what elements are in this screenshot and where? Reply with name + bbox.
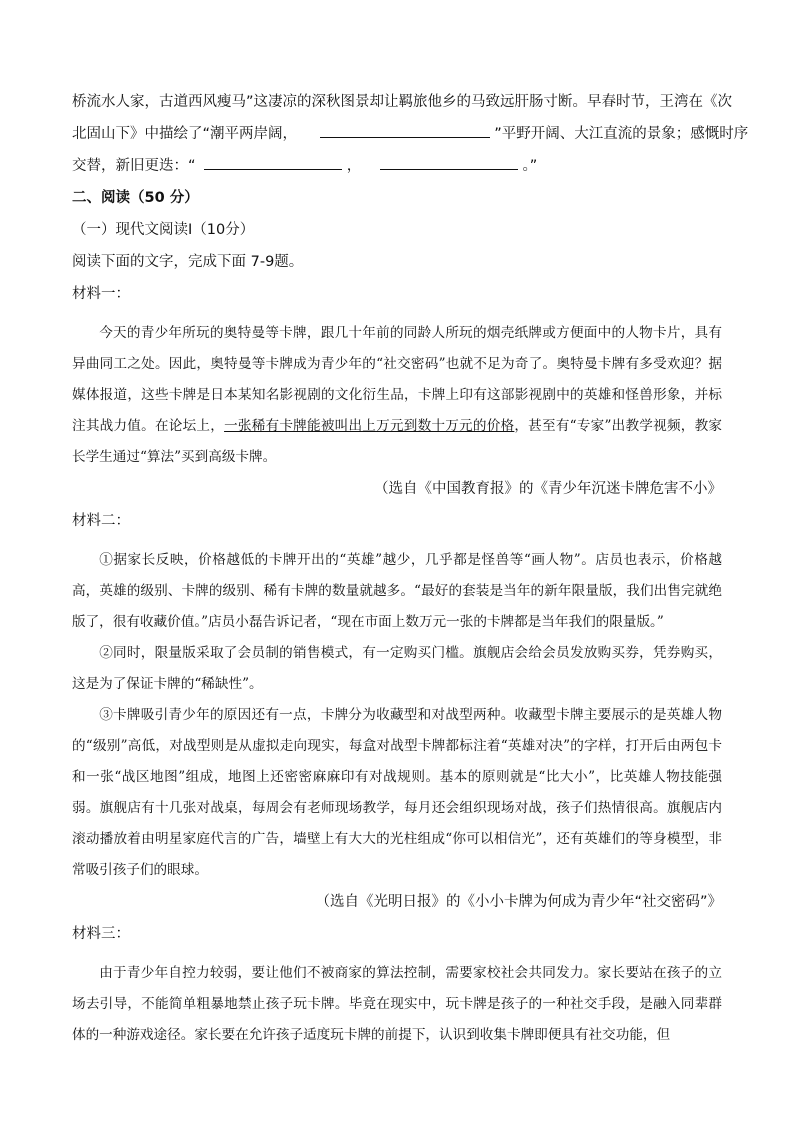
intro-line-1: 桥流水人家，古道西风瘦马”这凄凉的深秋图景却让羁旅他乡的马致远肝肠寸断。早春时节，王湾在《次 <box>72 94 733 110</box>
fill-blank-1[interactable] <box>320 123 490 138</box>
reading-instruction: 阅读下面的文字，完成下面 7-9题。 <box>72 254 304 270</box>
fill-blank-2[interactable] <box>204 155 342 170</box>
material-1-label: 材料一： <box>72 286 130 302</box>
fill-blank-3[interactable] <box>380 155 518 170</box>
section-title: 二、阅读（50 分） <box>72 190 199 206</box>
material-1-text-a: 今天的青少年所玩的奥特曼等卡牌，跟几十年前的同龄人所玩的烟壳纸牌或方便面中的人物卡片，具有异曲同工之处。因此，奥特曼等卡牌成为青少年的“社交密码”也就不足为奇了。奥特曼卡牌有多受欢迎？据媒体报道，这些卡牌是日本某知名影视剧的文化衍生品，卡牌上印有这部影视剧中的英雄和怪兽形象，并标注其战力值。在论坛上， <box>72 325 722 434</box>
material-3-paragraph: 由于青少年自控力较弱，要让他们不被商家的算法控制，需要家校社会共同发力。家长要站在孩子的立场去引导，不能简单粗暴地禁止孩子玩卡牌。毕竟在现实中，玩卡牌是孩子的一种社交手段，是融入同辈群体的一种游戏途径。家长要在允许孩子适度玩卡牌的前提下，认识到收集卡牌即便具有社交功能，但 <box>72 965 722 1043</box>
subsection-title: （一）现代文阅读Ⅰ（10分） <box>72 222 255 238</box>
intro-line-3 <box>72 150 722 182</box>
intro-line-3-end: 。” <box>522 158 538 174</box>
material-1-paragraph <box>72 318 722 473</box>
intro-line-2 <box>72 118 749 150</box>
material-1-text-b: ，甚至有“专家”出教学视频，教家长学生通过“算法”买到高级卡牌。 <box>72 418 723 465</box>
material-2-paragraph-2: ②同时，限量版采取了会员制的销售模式，有一定购买门槛。旗舰店会给会员发放购买券，凭券购买，这是为了保证卡牌的“稀缺性”。 <box>72 645 722 692</box>
material-2-paragraph-3: ③卡牌吸引青少年的原因还有一点，卡牌分为收藏型和对战型两种。收藏型卡牌主要展示的是英雄人物的“级别”高低，对战型则是从虚拟走向现实，每盒对战型卡牌都标注着“英雄对决”的字样，打开后由两包卡和一张“战区地图”组成，地图上还密密麻麻印有对战规则。基本的原则就是“比大小”，比英雄人物技能强弱。旗舰店有十几张对战桌，每周会有老师现场教学，每月还会组织现场对战，孩子们热情很高。旗舰店内滚动播放着由明星家庭代言的广告，墙壁上有大大的光柱组成“你可以相信光”，还有英雄们的等身模型，非常吸引孩子们的眼球。 <box>72 707 722 878</box>
exam-page <box>72 86 749 1051</box>
material-3-label: 材料三： <box>72 926 130 942</box>
material-1-underlined-text: 一张稀有卡牌能被叫出上万元到数十万元的价格 <box>224 418 515 434</box>
material-2-source: （选自《光明日报》的《小小卡牌为何成为青少年“社交密码”》 <box>315 894 722 910</box>
intro-line-3-comma: ， <box>346 158 362 174</box>
intro-line-2-end: ”平野开阔、大江直流的景象；感慨时序 <box>494 126 749 142</box>
material-1-source: （选自《中国教育报》的《青少年沉迷卡牌危害不小》 <box>374 481 722 497</box>
intro-line-3-start: 交替，新旧更迭：“ <box>72 158 196 174</box>
material-2-label: 材料二： <box>72 513 130 529</box>
intro-line-2-start: 北固山下》中描绘了“潮平两岸阔， <box>72 126 298 142</box>
material-2-paragraph-1: ①据家长反映，价格越低的卡牌开出的“英雄”越少，几乎都是怪兽等“画人物”。店员也表示，价格越高，英雄的级别、卡牌的级别、稀有卡牌的数量就越多。“最好的套装是当年的新年限量版，我们出售完就绝版了，很有收藏价值。”店员小磊告诉记者，“现在市面上数万元一张的卡牌都是当年我们的限量版。” <box>72 552 722 630</box>
